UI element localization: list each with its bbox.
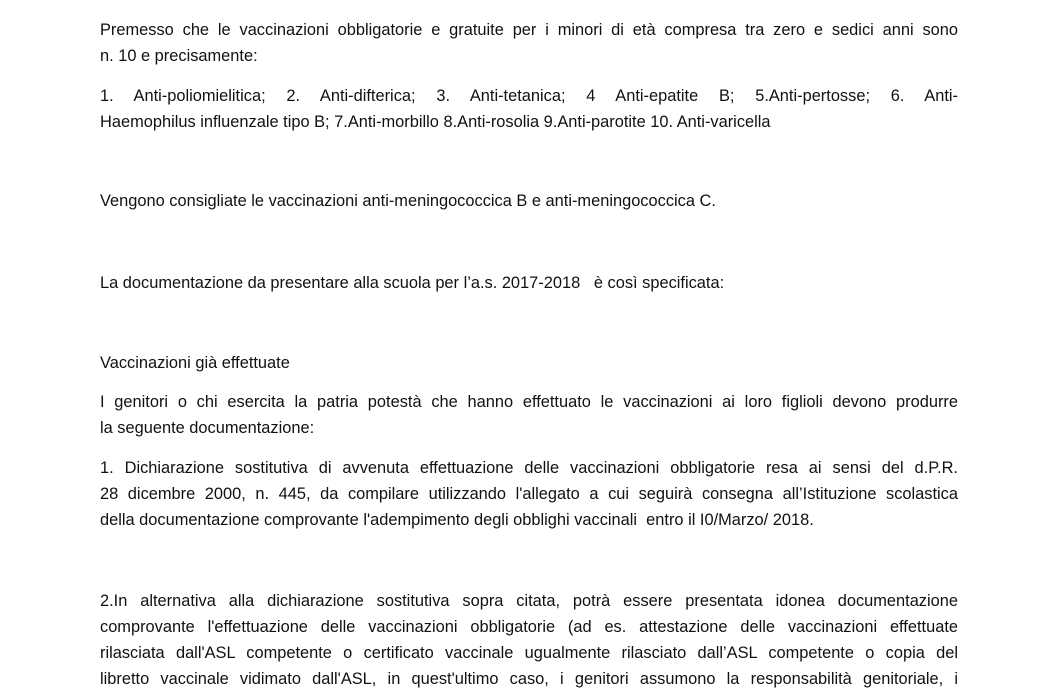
text-line: Vaccinazioni già effettuate xyxy=(100,354,290,372)
text-line: 1. Dichiarazione sostitutiva di avvenuta effettuazione delle vaccinazioni obbligatorie resa ai sensi del d.P.R. xyxy=(100,459,958,477)
list-item-1 xyxy=(100,455,958,533)
text-line: La documentazione da presentare alla scuola per l’a.s. 2017-2018 è così specificata: xyxy=(100,274,725,292)
parents-paragraph xyxy=(100,389,958,441)
recommended-vaccines-paragraph xyxy=(100,188,958,214)
text-line: rilasciata dall'ASL competente o certificato vaccinale ugualmente rilasciato dall’ASL competente o copia del xyxy=(100,644,958,662)
text-line: della documentazione comprovante l'adempimento degli obblighi vaccinali entro il I0/Marzo/ 2018. xyxy=(100,511,814,529)
text-line: n. 10 e precisamente: xyxy=(100,47,258,65)
text-line: I genitori o chi esercita la patria potestà che hanno effettuato le vaccinazioni ai loro figlioli devono produrre xyxy=(100,393,958,411)
text-line: 2.In alternativa alla dichiarazione sostitutiva sopra citata, potrà essere presentata idonea documentazione xyxy=(100,592,958,610)
documentation-paragraph xyxy=(100,270,958,296)
text-line: 28 dicembre 2000, n. 445, da compilare utilizzando l'allegato a cui seguirà consegna all’Istituzione scolastica xyxy=(100,485,958,503)
intro-paragraph xyxy=(100,17,958,69)
vaccine-list-paragraph xyxy=(100,83,958,135)
text-line: Haemophilus influenzale tipo B; 7.Anti-morbillo 8.Anti-rosolia 9.Anti-parotite 10. Anti-varicella xyxy=(100,113,771,131)
text-line: libretto vaccinale vidimato dall'ASL, in quest'ultimo caso, i genitori assumono la responsabilità genitoriale, i xyxy=(100,670,958,688)
text-line: Vengono consigliate le vaccinazioni anti-meningococcica B e anti-meningococcica C. xyxy=(100,192,716,210)
text-line: la seguente documentazione: xyxy=(100,419,315,437)
text-line: comprovante l'effettuazione delle vaccinazioni obbligatorie (ad es. attestazione delle vaccinazioni effettuate xyxy=(100,618,958,636)
text-line: Premesso che le vaccinazioni obbligatorie e gratuite per i minori di età compresa tra zero e sedici anni sono xyxy=(100,21,958,39)
list-item-2 xyxy=(100,588,958,692)
section-heading xyxy=(100,350,958,376)
text-line: 1. Anti-poliomielitica; 2. Anti-difterica; 3. Anti-tetanica; 4 Anti-epatite B; 5.Anti-pertosse; 6. Anti- xyxy=(100,87,958,105)
